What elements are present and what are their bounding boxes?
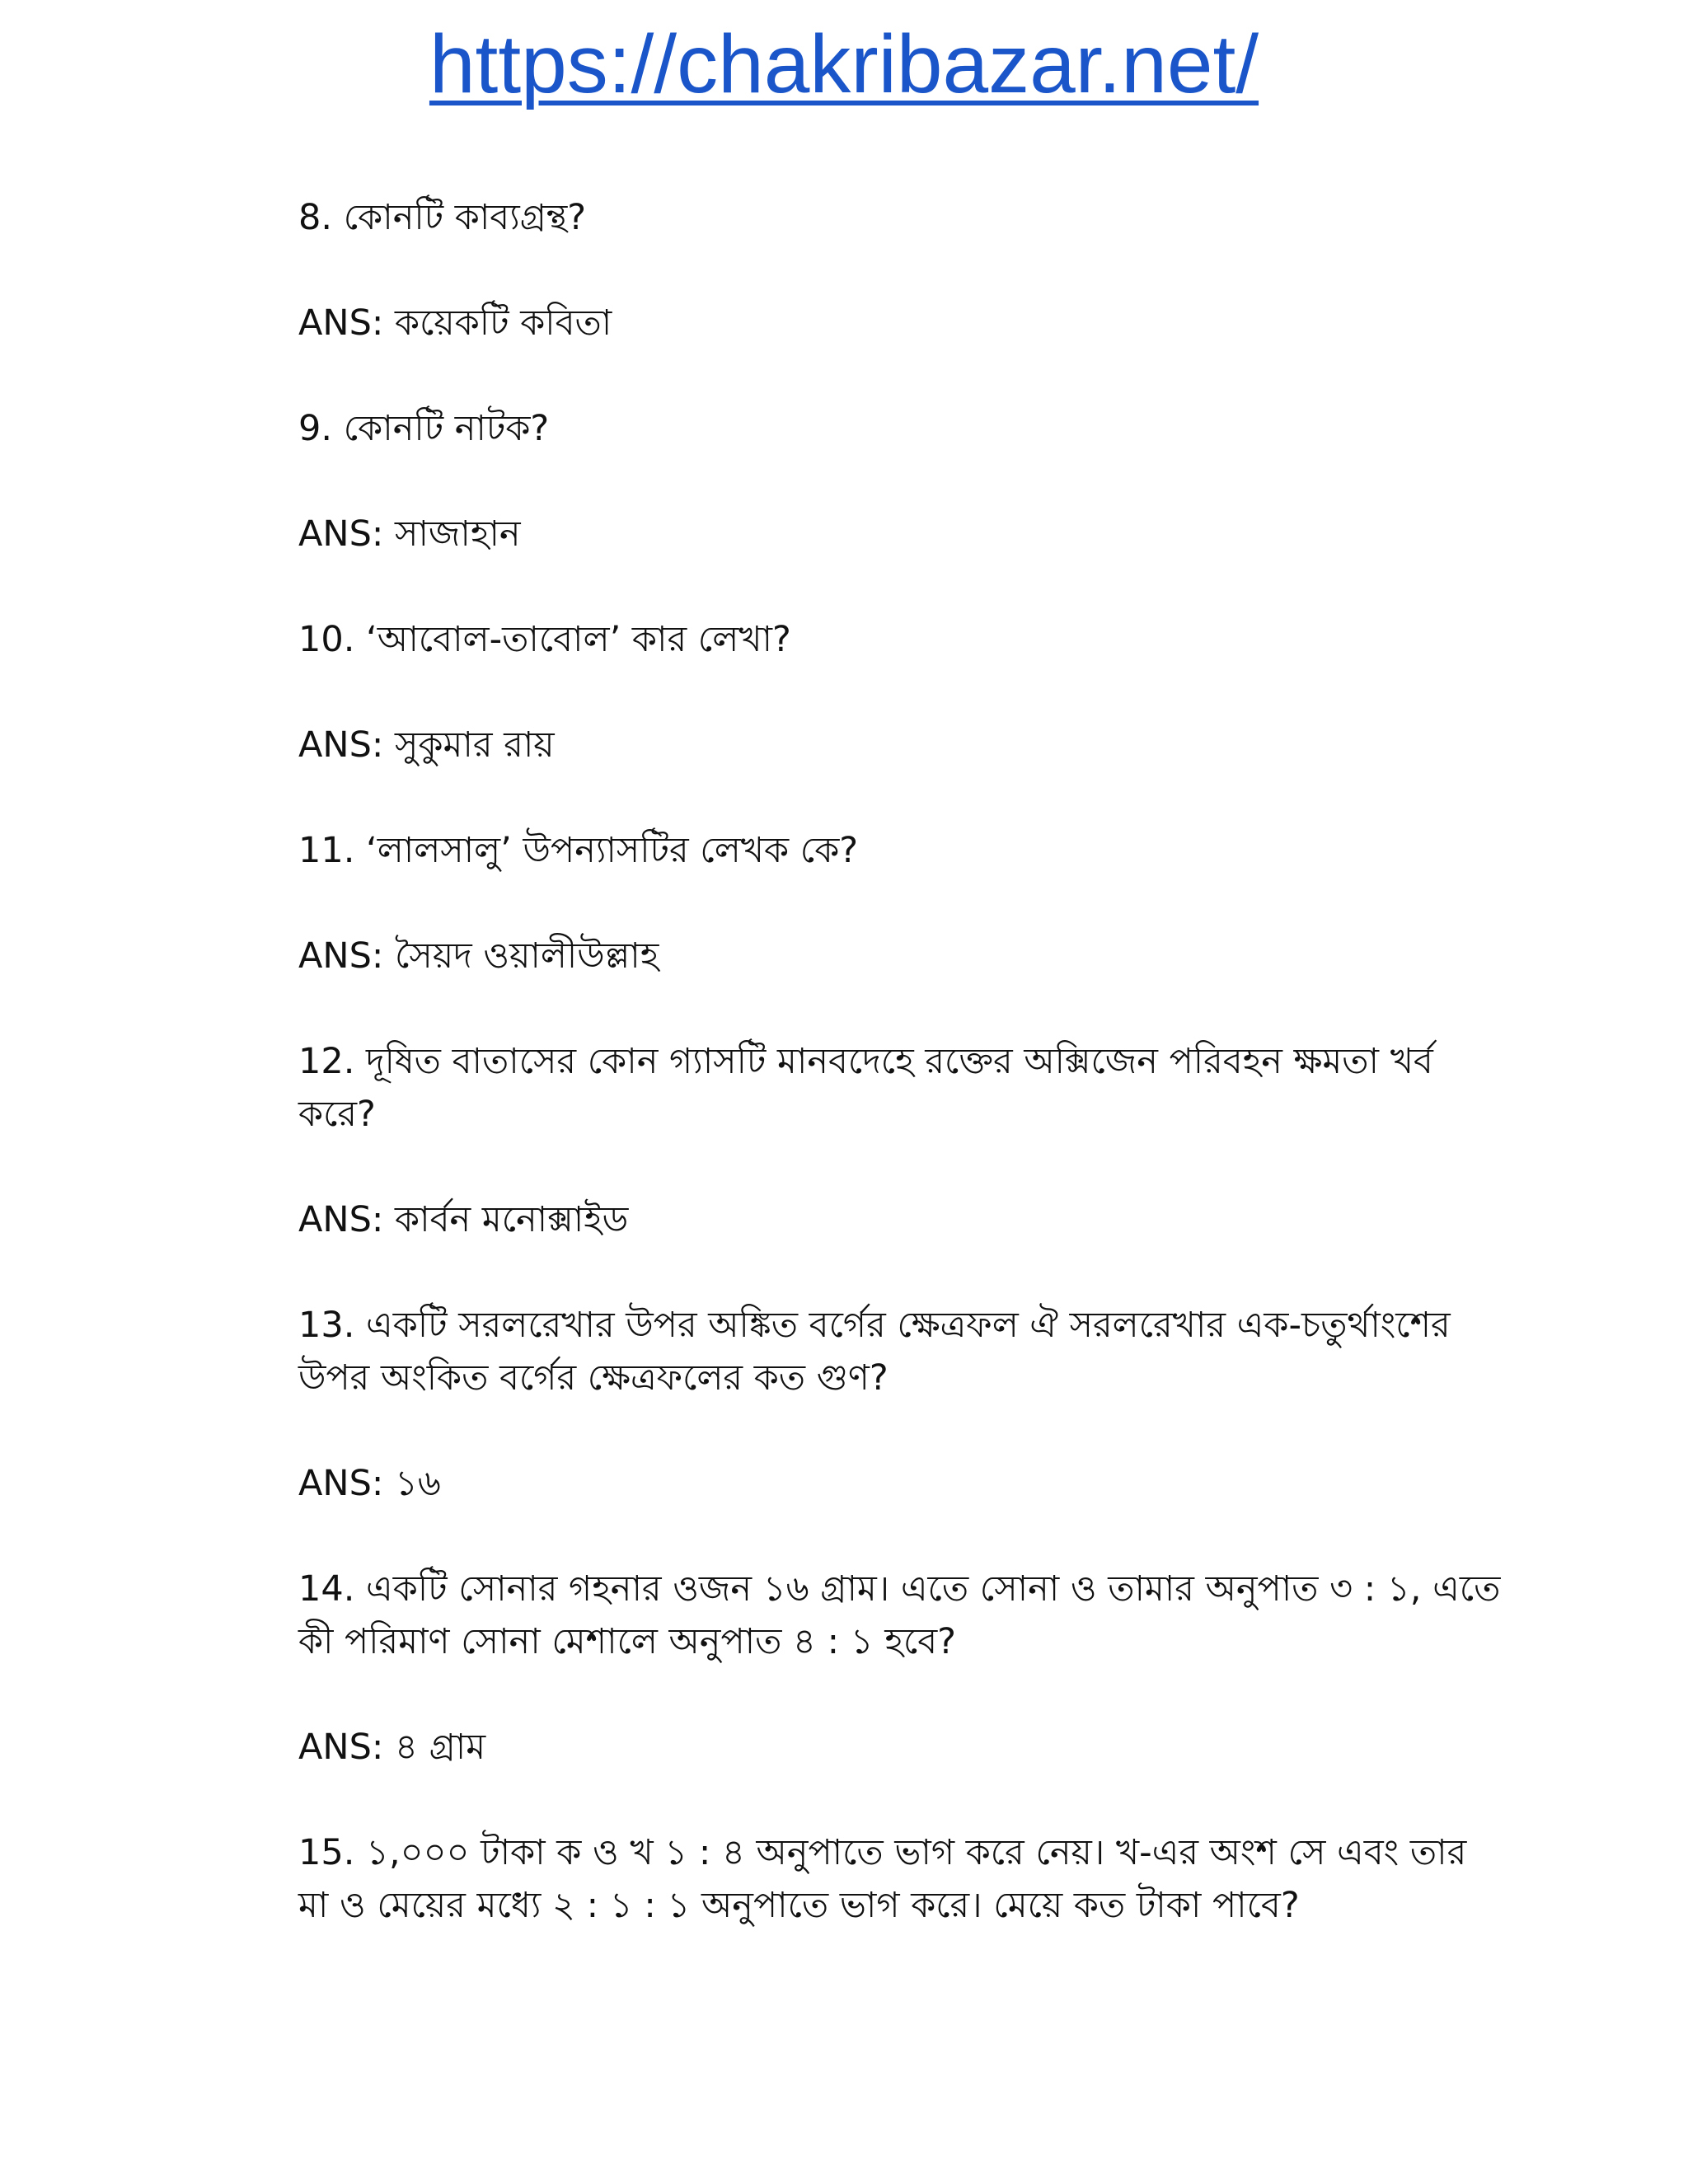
question-14-line-1: 14. একটি সোনার গহনার ওজন ১৬ গ্রাম। এতে সোনা ও তামার অনুপাত ৩ : ১, এতে <box>298 1568 1501 1610</box>
answer-9: ANS: সাজাহান <box>298 513 521 555</box>
answer-14: ANS: ৪ গ্রাম <box>298 1727 486 1768</box>
answer-8: ANS: কয়েকটি কবিতা <box>298 302 612 344</box>
site-url-link[interactable]: https://chakribazar.net/ <box>429 18 1259 110</box>
question-13-line-1: 13. একটি সরলরেখার উপর অঙ্কিত বর্গের ক্ষেত্রফল ঐ সরলরেখার এক-চতুর্থাংশের <box>298 1305 1451 1346</box>
question-15-line-2: মা ও মেয়ের মধ্যে ২ : ১ : ১ অনুপাতে ভাগ করে। মেয়ে কত টাকা পাবে? <box>298 1885 1300 1926</box>
question-12-line-2: করে? <box>298 1094 376 1135</box>
qa-item-13 <box>298 1299 1510 1510</box>
qa-item-8 <box>298 191 1510 349</box>
answer-12: ANS: কার্বন মনোক্সাইড <box>298 1199 629 1240</box>
document-body <box>298 191 1510 1985</box>
qa-item-14 <box>298 1563 1510 1774</box>
question-9: 9. কোনটি নাটক? <box>298 408 550 449</box>
question-10: 10. ‘আবোল-তাবোল’ কার লেখা? <box>298 619 791 660</box>
qa-item-11 <box>298 824 1510 982</box>
qa-item-12 <box>298 1035 1510 1246</box>
question-14-line-2: কী পরিমাণ সোনা মেশালে অনুপাত ৪ : ১ হবে? <box>298 1621 956 1662</box>
question-12-line-1: 12. দূষিত বাতাসের কোন গ্যাসটি মানবদেহে রক্তের অক্সিজেন পরিবহন ক্ষমতা খর্ব <box>298 1041 1433 1082</box>
question-8: 8. কোনটি কাব্যগ্রন্থ? <box>298 197 587 238</box>
answer-13: ANS: ১৬ <box>298 1463 441 1504</box>
question-11: 11. ‘লালসালু’ উপন্যাসটির লেখক কে? <box>298 830 859 871</box>
qa-item-10 <box>298 613 1510 771</box>
question-13-line-2: উপর অংকিত বর্গের ক্ষেত্রফলের কত গুণ? <box>298 1357 889 1399</box>
question-15-line-1: 15. ১,০০০ টাকা ক ও খ ১ : ৪ অনুপাতে ভাগ করে নেয়। খ-এর অংশ সে এবং তার <box>298 1832 1467 1873</box>
answer-11: ANS: সৈয়দ ওয়ালীউল্লাহ <box>298 935 659 977</box>
qa-item-15 <box>298 1826 1510 1932</box>
qa-item-9 <box>298 402 1510 560</box>
answer-10: ANS: সুকুমার রায় <box>298 724 555 766</box>
